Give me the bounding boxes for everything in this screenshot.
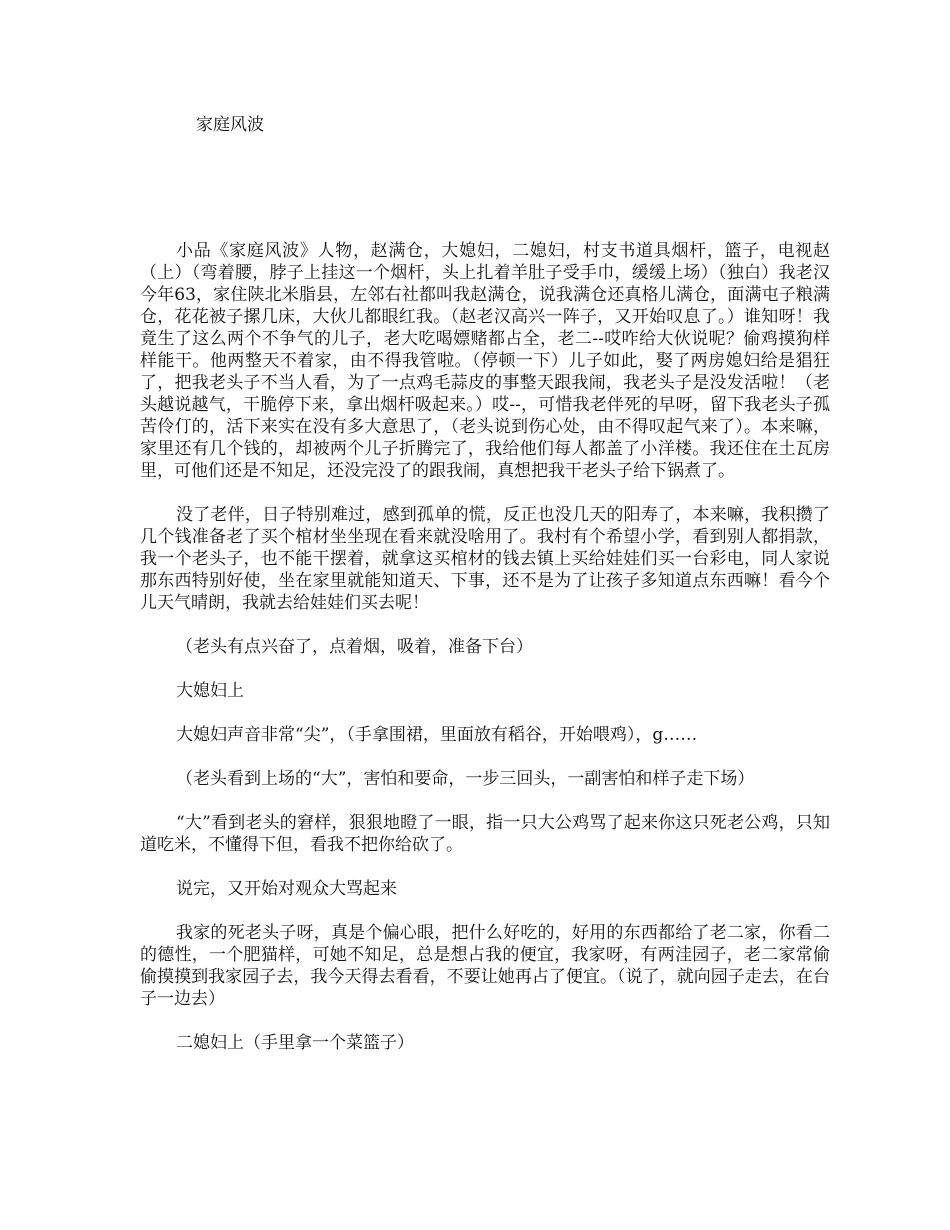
paragraph-first-daughter-in-law-voice: 大媳妇声音非常“尖”，（手拿围裙，里面放有稻谷，开始喂鸡），g…… [176,725,698,745]
paragraph-stage-direction: （老头有点兴奋了，点着烟，吸着，准备下台） [176,637,533,657]
paragraph-complaint: 我家的死老头子呀，真是个偏心眼，把什么好吃的，好用的东西都给了老二家，你看二的德性，一个肥猫样，可她不知足，总是想占我的便宜，我家呀，有两洼园子，老二家常偷偷摸摸到我家园子去，我今天得去看看，不要让她再占了便宜。（说了，就向园子走去，在台子一边去） [140,923,830,1009]
paragraph-old-man-exits: （老头看到上场的“大”，害怕和要命，一步三回头，一副害怕和样子走下场） [176,769,755,789]
paragraph-buy-tv: 没了老伴，日子特别难过，感到孤单的慌，反正也没几天的阳寿了，本来嘛，我积攒了几个钱准备老了买个棺材坐坐现在看来就没啥用了。我村有个希望小学，看到别人都捐款，我一个老头子，也不能干摆着，就拿这买棺材的钱去镇上买给娃娃们买一台彩电，同人家说那东西特别好使，坐在家里就能知道天、下事，还不是为了让孩子多知道点东西嘛！看今个儿天气晴朗，我就去给娃娃们买去呢！ [140,505,830,613]
document-title: 家庭风波 [196,115,264,135]
paragraph-intro-monologue: 小品《家庭风波》人物，赵满仓，大媳妇，二媳妇，村支书道具烟杆，篮子，电视赵（上）（弯着腰，脖子上挂这一个烟杆，头上扎着羊肚子受手巾，缓缓上场）（独白）我老汉今年63，家住陕北米脂县，左邻右社都叫我赵满仓，说我满仓还真格儿满仓，面满屯子粮满仓，花花被子摞几床，大伙儿都眼红我。（赵老汉高兴一阵子，又开始叹息了。）谁知呀！我竟生了这么两个不争气的儿子，老大吃喝嫖赌都占全，老二--哎咋给大伙说呢？偷鸡摸狗样样能干。他两整天不着家，由不得我管啦。（停顿一下）儿子如此，娶了两房媳妇给是猖狂了，把我老头子不当人看，为了一点鸡毛蒜皮的事整天跟我闹，我老头子是没发活啦！（老头越说越气，干脆停下来，拿出烟杆吸起来。）哎--，可惜我老伴死的早呀，留下我老头子孤苦伶仃的，活下来实在没有多大意思了，（老头说到伤心处，由不得叹起气来了）。本来嘛，家里还有几个钱的，却被两个儿子折腾完了，我给他们每人都盖了小洋楼。我还住在土瓦房里，可他们还是不知足，还没完没了的跟我闹，真想把我干老头子给下锅煮了。 [140,241,830,481]
paragraph-scolding-rooster: “大”看到老头的窘样，狠狠地瞪了一眼，指一只大公鸡骂了起来你这只死老公鸡，只知道吃米，不懂得下但，看我不把你给砍了。 [140,813,830,855]
paragraph-first-daughter-in-law-enters: 大媳妇上 [176,681,244,701]
paragraph-second-daughter-in-law-enters: 二媳妇上（手里拿一个菜篮子） [176,1033,414,1053]
document-body [140,240,830,1076]
paragraph-scolding-audience: 说完，又开始对观众大骂起来 [176,879,397,899]
